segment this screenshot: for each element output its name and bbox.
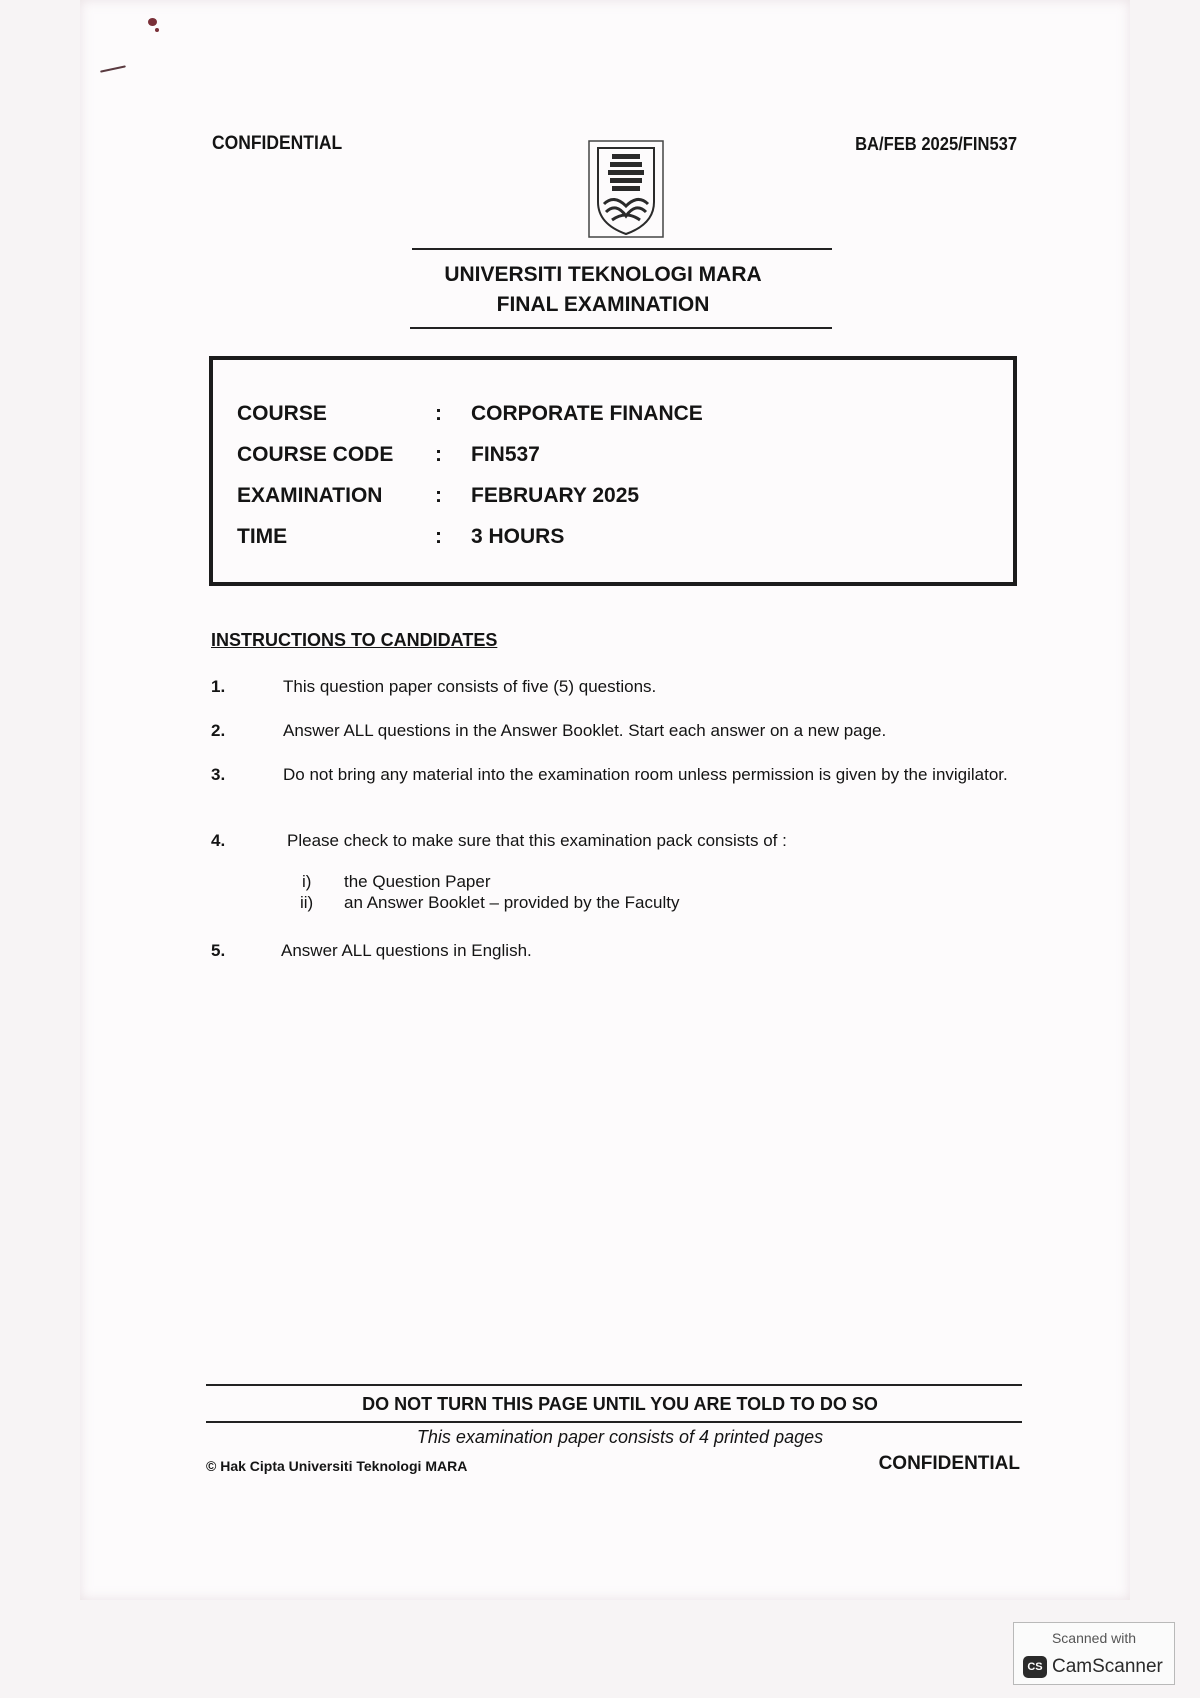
separator: :	[435, 525, 442, 548]
camscanner-logo-icon: CS	[1023, 1656, 1047, 1678]
confidential-label-bottom: CONFIDENTIAL	[878, 1453, 1020, 1474]
printed-pages-note: This examination paper consists of 4 printed pages	[416, 1427, 824, 1447]
course-info-box	[209, 356, 1017, 586]
examination-value: FEBRUARY 2025	[471, 484, 640, 507]
course-code-value: FIN537	[471, 443, 540, 466]
course-value: CORPORATE FINANCE	[471, 402, 703, 425]
title-rule-top	[412, 248, 832, 250]
examination-label: EXAMINATION	[237, 484, 383, 507]
university-crest-icon	[588, 140, 664, 238]
time-value: 3 HOURS	[471, 525, 565, 548]
camscanner-stamp	[1013, 1622, 1175, 1685]
pack-item	[302, 872, 311, 892]
scanned-with-text: Scanned with	[1051, 1630, 1137, 1646]
instruction-text: This question paper consists of five (5) questions.	[283, 677, 657, 696]
scan-speck	[155, 28, 159, 32]
instruction-number: 3.	[211, 765, 226, 784]
pack-item-text: an Answer Booklet – provided by the Faculty	[344, 893, 680, 912]
footer-rule-top	[206, 1384, 1022, 1386]
footer-rule-bottom	[206, 1421, 1022, 1423]
pack-item-number: ii)	[300, 893, 314, 912]
separator: :	[435, 402, 442, 425]
course-label: COURSE	[237, 402, 327, 425]
instruction-number: 5.	[211, 941, 226, 960]
instruction-number: 4.	[211, 831, 226, 850]
pack-item	[300, 893, 313, 913]
instruction-number: 1.	[211, 677, 226, 696]
pack-item-number: i)	[302, 872, 312, 891]
separator: :	[435, 484, 442, 507]
instruction-text: Please check to make sure that this examination pack consists of :	[287, 831, 787, 850]
instruction-text: Answer ALL questions in the Answer Booklet. Start each answer on a new page.	[283, 721, 887, 740]
do-not-turn-warning: DO NOT TURN THIS PAGE UNTIL YOU ARE TOLD TO DO SO	[362, 1394, 878, 1414]
time-label: TIME	[237, 525, 288, 548]
instruction-text: Do not bring any material into the examination room unless permission is given by the invigilator.	[283, 765, 1008, 784]
course-code-label: COURSE CODE	[237, 443, 394, 466]
exam-type: FINAL EXAMINATION	[496, 293, 710, 316]
university-name: UNIVERSITI TEKNOLOGI MARA	[444, 263, 762, 286]
instructions-heading: INSTRUCTIONS TO CANDIDATES	[211, 630, 498, 650]
title-rule-bottom	[410, 327, 832, 329]
scan-speck	[148, 18, 157, 26]
separator: :	[435, 443, 442, 466]
exam-paper-sheet	[80, 0, 1130, 1600]
camscanner-brand: CamScanner	[1052, 1656, 1163, 1677]
paper-reference-code: BA/FEB 2025/FIN537	[855, 134, 1017, 154]
pack-item-text: the Question Paper	[344, 872, 491, 891]
confidential-label-top: CONFIDENTIAL	[212, 133, 343, 154]
copyright-notice: © Hak Cipta Universiti Teknologi MARA	[206, 1458, 468, 1474]
instruction-text: Answer ALL questions in English.	[281, 941, 532, 960]
instruction-number: 2.	[211, 721, 226, 740]
